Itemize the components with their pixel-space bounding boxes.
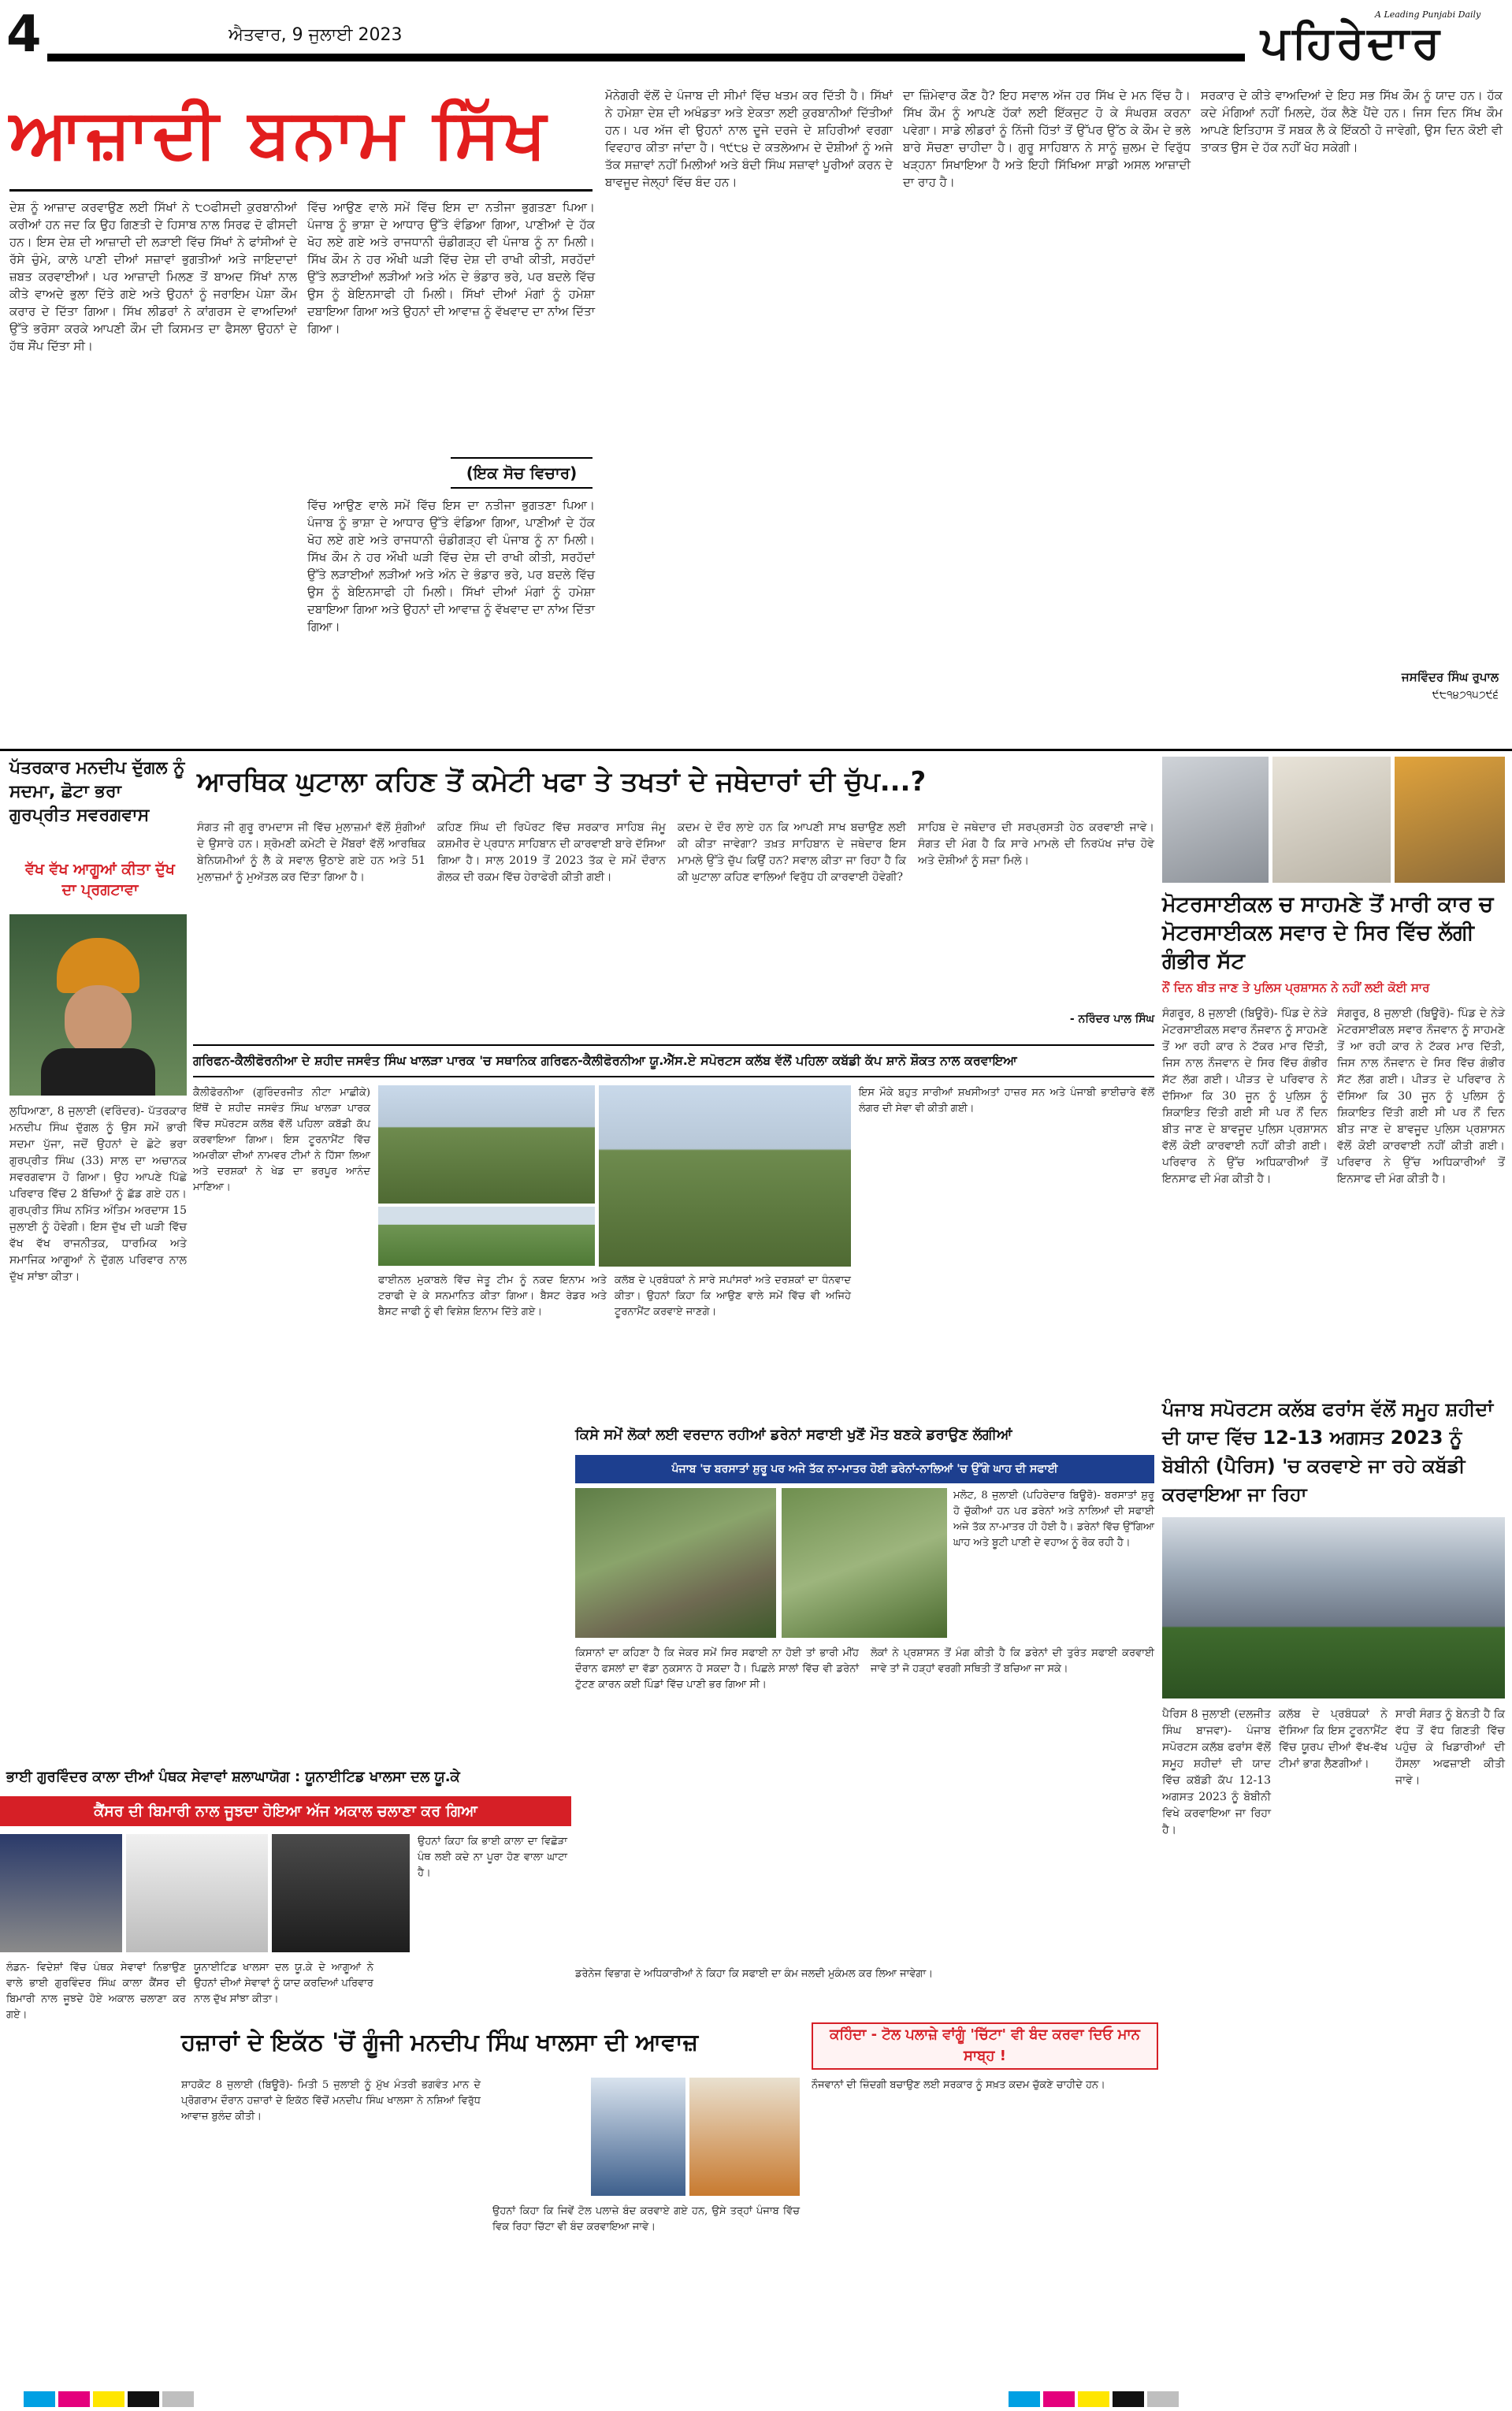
paris-col-1: ਪੈਰਿਸ 8 ਜੁਲਾਈ (ਦਲਜੀਤ ਸਿੰਘ ਬਾਜਵਾ)- ਪੰਜਾਬ ਸਪੋਰਟਸ ਕਲੱਬ ਫਰਾਂਸ ਵੱਲੋਂ ਸਮੂਹ ਸ਼ਹੀਦਾਂ ਦੀ ਯਾਦ ਵਿੱਚ ਕਬੱਡੀ ਕੱਪ 12-13 ਅਗਸਤ 2023 ਨੂੰ ਬੋਬੀਨੀ ਵਿਖੇ ਕਰਵਾਇਆ ਜਾ ਰਿਹਾ ਹੈ।: [1162, 1708, 1275, 1836]
kabaddi-guests-photo: [599, 1085, 851, 1267]
drain-col-1: ਮਲੋਟ, 8 ਜੁਲਾਈ (ਪਹਿਰੇਦਾਰ ਬਿਊਰੋ)- ਬਰਸਾਤਾਂ ਸ਼ੁਰੂ ਹੋ ਚੁੱਕੀਆਂ ਹਨ ਪਰ ਡਰੇਨਾਂ ਅਤੇ ਨਾਲਿਆਂ ਦੀ ਸਫਾਈ ਅਜੇ ਤੱਕ ਨਾ-ਮਾਤਰ ਹੀ ਹੋਈ ਹੈ। ਡਰੇਨਾਂ ਵਿੱਚ ਉੱਗਿਆ ਘਾਹ ਅਤੇ ਬੂਟੀ ਪਾਣੀ ਦੇ ਵਹਾਅ ਨੂੰ ਰੋਕ ਰਹੀ ਹੈ।: [953, 1490, 1158, 1549]
sewa-col-1: ਲੰਡਨ- ਵਿਦੇਸ਼ਾਂ ਵਿੱਚ ਪੰਥਕ ਸੇਵਾਵਾਂ ਨਿਭਾਉਣ ਵਾਲੇ ਭਾਈ ਗੁਰਵਿੰਦਰ ਸਿੰਘ ਕਾਲਾ ਕੈਂਸਰ ਦੀ ਬਿਮਾਰੀ ਨਾਲ ਜੂਝਦੇ ਹੋਏ ਅਕਾਲ ਚਲਾਣਾ ਕਰ ਗਏ।: [6, 1962, 190, 2021]
sewa-photo-elder: [0, 1834, 122, 1952]
masthead: [0, 0, 1512, 79]
kabaddi-col-2: ਫਾਈਨਲ ਮੁਕਾਬਲੇ ਵਿੱਚ ਜੇਤੂ ਟੀਮ ਨੂੰ ਨਕਦ ਇਨਾਮ ਅਤੇ ਟਰਾਫੀ ਦੇ ਕੇ ਸਨਮਾਨਿਤ ਕੀਤਾ ਗਿਆ। ਬੈਸਟ ਰੇਡਰ ਅਤੇ ਬੈਸਟ ਜਾਫੀ ਨੂੰ ਵੀ ਵਿਸ਼ੇਸ਼ ਇਨਾਮ ਦਿੱਤੇ ਗਏ।: [378, 1274, 611, 1318]
accident-headline: ਮੋਟਰਸਾਈਕਲ ਚ ਸਾਹਮਣੇ ਤੋਂ ਮਾਰੀ ਕਾਰ ਚ ਮੋਟਰਸਾਈਕਲ ਸਵਾਰ ਦੇ ਸਿਰ ਵਿੱਚ ਲੱਗੀ ਗੰਭੀਰ ਸੱਟ: [1162, 892, 1494, 973]
sewa-photo-speaker: [272, 1834, 410, 1952]
sewa-photo-man: [126, 1834, 268, 1952]
drain-col-4: ਡਰੇਨੇਜ ਵਿਭਾਗ ਦੇ ਅਧਿਕਾਰੀਆਂ ਨੇ ਕਿਹਾ ਕਿ ਸਫਾਈ ਦਾ ਕੰਮ ਜਲਦੀ ਮੁਕੰਮਲ ਕਰ ਲਿਆ ਜਾਵੇਗਾ।: [575, 1968, 934, 1980]
registration-swatch: [1078, 2391, 1109, 2407]
duggal-subhead: ਵੱਖ ਵੱਖ ਆਗੂਆਂ ਕੀਤਾ ਦੁੱਖ ਦਾ ਪ੍ਰਗਟਾਵਾ: [25, 861, 175, 899]
duggal-headline: ਪੱਤਰਕਾਰ ਮਨਦੀਪ ਦੁੱਗਲ ਨੂੰ ਸਦਮਾ, ਛੋਟਾ ਭਰਾ ਗੁਰਪ੍ਰੀਤ ਸਵਰਗਵਾਸ: [9, 758, 185, 825]
accident-body-2: ਸੰਗਰੂਰ, 8 ਜੁਲਾਈ (ਬਿਊਰੋ)- ਪਿੰਡ ਦੇ ਨੇੜੇ ਮੋਟਰਸਾਈਕਲ ਸਵਾਰ ਨੌਜਵਾਨ ਨੂੰ ਸਾਹਮਣੇ ਤੋਂ ਆ ਰਹੀ ਕਾਰ ਨੇ ਟੱਕਰ ਮਾਰ ਦਿੱਤੀ, ਜਿਸ ਨਾਲ ਨੌਜਵਾਨ ਦੇ ਸਿਰ ਵਿੱਚ ਗੰਭੀਰ ਸੱਟ ਲੱਗ ਗਈ। ਪੀੜਤ ਦੇ ਪਰਿਵਾਰ ਨੇ ਦੱਸਿਆ ਕਿ 30 ਜੂਨ ਨੂੰ ਪੁਲਿਸ ਨੂੰ ਸ਼ਿਕਾਇਤ ਦਿੱਤੀ ਗਈ ਸੀ ਪਰ ਨੌਂ ਦਿਨ ਬੀਤ ਜਾਣ ਦੇ ਬਾਵਜੂਦ ਪੁਲਿਸ ਪ੍ਰਸ਼ਾਸਨ ਵੱਲੋਂ ਕੋਈ ਕਾਰਵਾਈ ਨਹੀਂ ਕੀਤੀ ਗਈ। ਪਰਿਵਾਰ ਨੇ ਉੱਚ ਅਧਿਕਾਰੀਆਂ ਤੋਂ ਇਨਸਾਫ ਦੀ ਮੰਗ ਕੀਤੀ ਹੈ।: [1337, 1007, 1509, 1185]
lead-column-4: ਦਾ ਜ਼ਿੰਮੇਵਾਰ ਕੌਣ ਹੈ? ਇਹ ਸਵਾਲ ਅੱਜ ਹਰ ਸਿੱਖ ਦੇ ਮਨ ਵਿੱਚ ਹੈ। ਸਿੱਖ ਕੌਮ ਨੂੰ ਆਪਣੇ ਹੱਕਾਂ ਲਈ ਇੱਕਜੁਟ ਹੋ ਕੇ ਸੰਘਰਸ਼ ਕਰਨਾ ਪਵੇਗਾ। ਸਾਡੇ ਲੀਡਰਾਂ ਨੂੰ ਨਿੱਜੀ ਹਿੱਤਾਂ ਤੋਂ ਉੱਪਰ ਉੱਠ ਕੇ ਕੌਮ ਦੇ ਭਲੇ ਬਾਰੇ ਸੋਚਣਾ ਚਾਹੀਦਾ ਹੈ। ਗੁਰੂ ਸਾਹਿਬਾਨ ਨੇ ਸਾਨੂੰ ਜ਼ੁਲਮ ਦੇ ਵਿਰੁੱਧ ਖੜ੍ਹਨਾ ਸਿਖਾਇਆ ਹੈ ਅਤੇ ਇਹੀ ਸਿੱਖਿਆ ਸਾਡੀ ਅਸਲ ਆਜ਼ਾਦੀ ਦਾ ਰਾਹ ਹੈ।: [903, 88, 1194, 189]
lead-column-1: ਦੇਸ਼ ਨੂੰ ਆਜ਼ਾਦ ਕਰਵਾਉਣ ਲਈ ਸਿੱਖਾਂ ਨੇ ੮੦ਫੀਸਦੀ ਕੁਰਬਾਨੀਆਂ ਕਰੀਆਂ ਹਨ ਜਦ ਕਿ ਉਹ ਗਿਣਤੀ ਦੇ ਹਿਸਾਬ ਨਾਲ ਸਿਰਫ ਦੋ ਫੀਸਦੀ ਹਨ। ਇਸ ਦੇਸ਼ ਦੀ ਆਜ਼ਾਦੀ ਦੀ ਲੜਾਈ ਵਿੱਚ ਸਿੱਖਾਂ ਨੇ ਫਾਂਸੀਆਂ ਦੇ ਰੱਸੇ ਚੁੰਮੇ, ਕਾਲੇ ਪਾਣੀ ਦੀਆਂ ਸਜ਼ਾਵਾਂ ਭੁਗਤੀਆਂ ਅਤੇ ਜਾਇਦਾਦਾਂ ਜ਼ਬਤ ਕਰਵਾਈਆਂ। ਪਰ ਆਜ਼ਾਦੀ ਮਿਲਣ ਤੋਂ ਬਾਅਦ ਸਿੱਖਾਂ ਨਾਲ ਕੀਤੇ ਵਾਅਦੇ ਭੁਲਾ ਦਿੱਤੇ ਗਏ ਅਤੇ ਉਹਨਾਂ ਨੂੰ ਜਰਾਇਮ ਪੇਸ਼ਾ ਕੌਮ ਕਰਾਰ ਦੇ ਦਿੱਤਾ ਗਿਆ। ਸਿੱਖ ਲੀਡਰਾਂ ਨੇ ਕਾਂਗਰਸ ਦੇ ਵਾਅਦਿਆਂ ਉੱਤੇ ਭਰੋਸਾ ਕਰਕੇ ਆਪਣੀ ਕੌਮ ਦੀ ਕਿਸਮਤ ਦਾ ਫੈਸਲਾ ਉਹਨਾਂ ਦੇ ਹੱਥ ਸੌਂਪ ਦਿੱਤਾ ਸੀ।: [9, 200, 301, 353]
lead-author-phone: ੯੮੧੪੭੧੫੭੯੬: [1432, 689, 1499, 701]
accident-photo-hospital: [1395, 757, 1505, 883]
paris-crowd-photo: [1162, 1517, 1505, 1698]
drain-col-3: ਲੋਕਾਂ ਨੇ ਪ੍ਰਸ਼ਾਸਨ ਤੋਂ ਮੰਗ ਕੀਤੀ ਹੈ ਕਿ ਡਰੇਨਾਂ ਦੀ ਤੁਰੰਤ ਸਫਾਈ ਕਰਵਾਈ ਜਾਵੇ ਤਾਂ ਜੋ ਹੜ੍ਹਾਂ ਵਰਗੀ ਸਥਿਤੀ ਤੋਂ ਬਚਿਆ ਜਾ ਸਕੇ।: [871, 1647, 1158, 1675]
mandeep-headline: ਹਜ਼ਾਰਾਂ ਦੇ ਇਕੱਠ 'ਚੋਂ ਗੂੰਜੀ ਮਨਦੀਪ ਸਿੰਘ ਖਾਲਸਾ ਦੀ ਆਵਾਜ਼: [181, 2029, 699, 2056]
issue-date: ਐਤਵਾਰ, 9 ਜੁਲਾਈ 2023: [228, 25, 403, 45]
kabaddi-col-3: ਕਲੱਬ ਦੇ ਪ੍ਰਬੰਧਕਾਂ ਨੇ ਸਾਰੇ ਸਪਾਂਸਰਾਂ ਅਤੇ ਦਰਸ਼ਕਾਂ ਦਾ ਧੰਨਵਾਦ ਕੀਤਾ। ਉਹਨਾਂ ਕਿਹਾ ਕਿ ਆਉਣ ਵਾਲੇ ਸਮੇਂ ਵਿੱਚ ਵੀ ਅਜਿਹੇ ਟੂਰਨਾਮੈਂਟ ਕਰਵਾਏ ਜਾਣਗੇ।: [615, 1274, 855, 1318]
lead-story: [9, 87, 1506, 741]
mandeep-col-2: ਉਹਨਾਂ ਕਿਹਾ ਕਿ ਜਿਵੇਂ ਟੋਲ ਪਲਾਜ਼ੇ ਬੰਦ ਕਰਵਾਏ ਗਏ ਹਨ, ਉਸੇ ਤਰ੍ਹਾਂ ਪੰਜਾਬ ਵਿੱਚ ਵਿਕ ਰਿਹਾ ਚਿੱਟਾ ਵੀ ਬੰਦ ਕਰਵਾਇਆ ਜਾਵੇ।: [492, 2205, 804, 2233]
kabaddi-col-1: ਕੈਲੀਫੋਰਨੀਆ (ਗੁਰਿੰਦਰਜੀਤ ਨੀਟਾ ਮਾਛੀਕੇ) ਇੱਥੋਂ ਦੇ ਸ਼ਹੀਦ ਜਸਵੰਤ ਸਿੰਘ ਖਾਲੜਾ ਪਾਰਕ ਵਿੱਚ ਸਪੋਰਟਸ ਕਲੱਬ ਵੱਲੋਂ ਪਹਿਲਾ ਕਬੱਡੀ ਕੱਪ ਕਰਵਾਇਆ ਗਿਆ। ਇਸ ਟੂਰਨਾਮੈਂਟ ਵਿੱਚ ਅਮਰੀਕਾ ਦੀਆਂ ਨਾਮਵਰ ਟੀਮਾਂ ਨੇ ਹਿੱਸਾ ਲਿਆ ਅਤੇ ਦਰਸ਼ਕਾਂ ਨੇ ਖੇਡ ਦਾ ਭਰਪੂਰ ਆਨੰਦ ਮਾਣਿਆ।: [193, 1087, 374, 1193]
kabaddi-story: [193, 1044, 1158, 1415]
drain-photo-1: [575, 1488, 776, 1638]
mandeep-quote: ਕਹਿੰਦਾ - ਟੋਲ ਪਲਾਜ਼ੇ ਵਾਂਗੂੰ 'ਚਿੱਟਾ' ਵੀ ਬੰਦ ਕਰਵਾ ਦਿਓ ਮਾਨ ਸਾਬ੍ਹ !: [812, 2022, 1158, 2070]
registration-swatch: [24, 2391, 55, 2407]
drain-headline: ਕਿਸੇ ਸਮੇਂ ਲੋਕਾਂ ਲਈ ਵਰਦਾਨ ਰਹੀਆਂ ਡਰੇਨਾਂ ਸਫਾਈ ਖੁਣੋਂ ਮੌਤ ਬਣਕੇ ਡਰਾਉਣ ਲੱਗੀਆਂ: [575, 1427, 1012, 1443]
scam-col-2: ਕਹਿਣ ਸਿੰਘ ਦੀ ਰਿਪੋਰਟ ਵਿੱਚ ਸਰਕਾਰ ਸਾਹਿਬ ਜੰਮੂ ਕਸ਼ਮੀਰ ਦੇ ਪ੍ਰਧਾਨ ਸਾਹਿਬਾਨ ਦੀ ਕਾਰਵਾਈ ਬਾਰੇ ਦੱਸਿਆ ਗਿਆ ਹੈ। ਸਾਲ 2019 ਤੋਂ 2023 ਤੱਕ ਦੇ ਸਮੇਂ ਦੌਰਾਨ ਗੋਲਕ ਦੀ ਰਕਮ ਵਿੱਚ ਹੇਰਾਫੇਰੀ ਕੀਤੀ ਗਈ।: [437, 821, 670, 884]
accident-photo-patient: [1272, 757, 1391, 883]
registration-swatch: [93, 2391, 124, 2407]
page-number: 4: [6, 6, 42, 64]
color-registration-bar: [0, 2388, 1512, 2411]
duggal-body: ਲੁਧਿਆਣਾ, 8 ਜੁਲਾਈ (ਵਰਿੰਦਰ)- ਪੱਤਰਕਾਰ ਮਨਦੀਪ ਸਿੰਘ ਦੁੱਗਲ ਨੂੰ ਉਸ ਸਮੇਂ ਭਾਰੀ ਸਦਮਾ ਪੁੱਜਾ, ਜਦੋਂ ਉਹਨਾਂ ਦੇ ਛੋਟੇ ਭਰਾ ਗੁਰਪ੍ਰੀਤ ਸਿੰਘ (33) ਸਾਲ ਦਾ ਅਚਾਨਕ ਸਵਰਗਵਾਸ ਹੋ ਗਿਆ। ਉਹ ਆਪਣੇ ਪਿੱਛੇ ਪਰਿਵਾਰ ਵਿੱਚ 2 ਬੱਚਿਆਂ ਨੂੰ ਛੱਡ ਗਏ ਹਨ। ਗੁਰਪ੍ਰੀਤ ਸਿੰਘ ਨਮਿੱਤ ਅੰਤਿਮ ਅਰਦਾਸ 15 ਜੁਲਾਈ ਨੂੰ ਹੋਵੇਗੀ। ਇਸ ਦੁੱਖ ਦੀ ਘੜੀ ਵਿੱਚ ਵੱਖ ਵੱਖ ਰਾਜਨੀਤਕ, ਧਾਰਮਿਕ ਅਤੇ ਸਮਾਜਿਕ ਆਗੂਆਂ ਨੇ ਦੁੱਗਲ ਪਰਿਵਾਰ ਨਾਲ ਦੁੱਖ ਸਾਂਝਾ ਕੀਤਾ।: [9, 1105, 191, 1283]
lead-column-5: ਸਰਕਾਰ ਦੇ ਕੀਤੇ ਵਾਅਦਿਆਂ ਦੇ ਇਹ ਸਭ ਸਿੱਖ ਕੌਮ ਨੂੰ ਯਾਦ ਹਨ। ਹੱਕ ਕਦੇ ਮੰਗਿਆਂ ਨਹੀਂ ਮਿਲਦੇ, ਹੱਕ ਲੈਣੇ ਪੈਂਦੇ ਹਨ। ਜਿਸ ਦਿਨ ਸਿੱਖ ਕੌਮ ਆਪਣੇ ਇਤਿਹਾਸ ਤੋਂ ਸਬਕ ਲੈ ਕੇ ਇੱਕਠੀ ਹੋ ਜਾਵੇਗੀ, ਉਸ ਦਿਨ ਕੋਈ ਵੀ ਤਾਕਤ ਉਸ ਦੇ ਹੱਕ ਨਹੀਂ ਖੋਹ ਸਕੇਗੀ।: [1201, 88, 1506, 154]
sewa-col-3: ਉਹਨਾਂ ਕਿਹਾ ਕਿ ਭਾਈ ਕਾਲਾ ਦਾ ਵਿਛੋੜਾ ਪੰਥ ਲਈ ਕਦੇ ਨਾ ਪੂਰਾ ਹੋਣ ਵਾਲਾ ਘਾਟਾ ਹੈ।: [418, 1836, 571, 1879]
lead-author: ਜਸਵਿੰਦਰ ਸਿੰਘ ਰੁਪਾਲ: [1401, 670, 1499, 684]
sewa-headline: ਭਾਈ ਗੁਰਵਿੰਦਰ ਕਾਲਾ ਦੀਆਂ ਪੰਥਕ ਸੇਵਾਵਾਂ ਸ਼ਲਾਘਾਯੋਗ : ਯੂਨਾਈਟਿਡ ਖਾਲਸਾ ਦਲ ਯੂ.ਕੇ: [6, 1769, 460, 1785]
paper-name-logo: ਪਹਿਰੇਦਾਰ: [1261, 17, 1443, 69]
accident-subhead: ਨੌਂ ਦਿਨ ਬੀਤ ਜਾਣ ਤੇ ਪੁਲਿਸ ਪ੍ਰਸ਼ਾਸਨ ਨੇ ਨਹੀਂ ਲਈ ਕੋਈ ਸਾਰ: [1162, 980, 1430, 995]
registration-swatch: [1043, 2391, 1075, 2407]
duggal-portrait: [9, 914, 187, 1096]
kabaddi-group-photo: [378, 1085, 595, 1204]
paris-col-2: ਕਲੱਬ ਦੇ ਪ੍ਰਬੰਧਕਾਂ ਨੇ ਦੱਸਿਆ ਕਿ ਇਸ ਟੂਰਨਾਮੈਂਟ ਵਿੱਚ ਯੂਰਪ ਦੀਆਂ ਵੱਖ-ਵੱਖ ਟੀਮਾਂ ਭਾਗ ਲੈਣਗੀਆਂ।: [1279, 1708, 1391, 1770]
accident-body-1: ਸੰਗਰੂਰ, 8 ਜੁਲਾਈ (ਬਿਊਰੋ)- ਪਿੰਡ ਦੇ ਨੇੜੇ ਮੋਟਰਸਾਈਕਲ ਸਵਾਰ ਨੌਜਵਾਨ ਨੂੰ ਸਾਹਮਣੇ ਤੋਂ ਆ ਰਹੀ ਕਾਰ ਨੇ ਟੱਕਰ ਮਾਰ ਦਿੱਤੀ, ਜਿਸ ਨਾਲ ਨੌਜਵਾਨ ਦੇ ਸਿਰ ਵਿੱਚ ਗੰਭੀਰ ਸੱਟ ਲੱਗ ਗਈ। ਪੀੜਤ ਦੇ ਪਰਿਵਾਰ ਨੇ ਦੱਸਿਆ ਕਿ 30 ਜੂਨ ਨੂੰ ਪੁਲਿਸ ਨੂੰ ਸ਼ਿਕਾਇਤ ਦਿੱਤੀ ਗਈ ਸੀ ਪਰ ਨੌਂ ਦਿਨ ਬੀਤ ਜਾਣ ਦੇ ਬਾਵਜੂਦ ਪੁਲਿਸ ਪ੍ਰਸ਼ਾਸਨ ਵੱਲੋਂ ਕੋਈ ਕਾਰਵਾਈ ਨਹੀਂ ਕੀਤੀ ਗਈ। ਪਰਿਵਾਰ ਨੇ ਉੱਚ ਅਧਿਕਾਰੀਆਂ ਤੋਂ ਇਨਸਾਫ ਦੀ ਮੰਗ ਕੀਤੀ ਹੈ।: [1162, 1007, 1332, 1185]
kabaddi-match-photo: [378, 1207, 595, 1266]
registration-swatch: [1009, 2391, 1040, 2407]
mandeep-col-3: ਨੌਜਵਾਨਾਂ ਦੀ ਜ਼ਿੰਦਗੀ ਬਚਾਉਣ ਲਈ ਸਰਕਾਰ ਨੂੰ ਸਖ਼ਤ ਕਦਮ ਚੁੱਕਣੇ ਚਾਹੀਦੇ ਹਨ।: [812, 2079, 1105, 2091]
mandeep-photo-elder: [689, 2078, 800, 2196]
accident-story: [1162, 757, 1509, 1387]
paris-headline: ਪੰਜਾਬ ਸਪੋਰਟਸ ਕਲੱਬ ਫਰਾਂਸ ਵੱਲੋਂ ਸਮੂਹ ਸ਼ਹੀਦਾਂ ਦੀ ਯਾਦ ਵਿੱਚ 12-13 ਅਗਸਤ 2023 ਨੂੰ ਬੋਬੀਨੀ (ਪੈਰਿਸ) 'ਚ ਕਰਵਾਏ ਜਾ ਰਹੇ ਕਬੱਡੀ ਕਰਵਾਇਆ ਜਾ ਰਿਹਾ: [1162, 1398, 1494, 1505]
paper-tagline: A Leading Punjabi Daily: [1375, 9, 1481, 20]
lead-column-3: ਮੋਨੇਗਰੀ ਵੱਲੋਂ ਦੇ ਪੰਜਾਬ ਦੀ ਸੀਮਾਂ ਵਿੱਚ ਖਤਮ ਕਰ ਦਿੱਤੀ ਹੈ। ਸਿੱਖਾਂ ਨੇ ਹਮੇਸ਼ਾ ਦੇਸ਼ ਦੀ ਅਖੰਡਤਾ ਅਤੇ ਏਕਤਾ ਲਈ ਕੁਰਬਾਨੀਆਂ ਦਿੱਤੀਆਂ ਹਨ। ਪਰ ਅੱਜ ਵੀ ਉਹਨਾਂ ਨਾਲ ਦੂਜੇ ਦਰਜੇ ਦੇ ਸ਼ਹਿਰੀਆਂ ਵਰਗਾ ਵਿਵਹਾਰ ਕੀਤਾ ਜਾਂਦਾ ਹੈ। ੧੯੮੪ ਦੇ ਕਤਲੇਆਮ ਦੇ ਦੋਸ਼ੀਆਂ ਨੂੰ ਅਜੇ ਤੱਕ ਸਜ਼ਾਵਾਂ ਨਹੀਂ ਮਿਲੀਆਂ ਅਤੇ ਬੰਦੀ ਸਿੰਘ ਸਜ਼ਾਵਾਂ ਪੂਰੀਆਂ ਕਰਨ ਦੇ ਬਾਵਜੂਦ ਜੇਲ੍ਹਾਂ ਵਿੱਚ ਬੰਦ ਹਨ।: [605, 88, 897, 189]
mandeep-col-1: ਸ਼ਾਹਕੋਟ 8 ਜੁਲਾਈ (ਬਿਊਰੋ)- ਮਿਤੀ 5 ਜੁਲਾਈ ਨੂੰ ਮੁੱਖ ਮੰਤਰੀ ਭਗਵੰਤ ਮਾਨ ਦੇ ਪ੍ਰੋਗਰਾਮ ਦੌਰਾਨ ਹਜ਼ਾਰਾਂ ਦੇ ਇਕੱਠ ਵਿੱਚੋਂ ਮਨਦੀਪ ਸਿੰਘ ਖਾਲਸਾ ਨੇ ਨਸ਼ਿਆਂ ਵਿਰੁੱਧ ਆਵਾਜ਼ ਬੁਲੰਦ ਕੀਤੀ।: [181, 2079, 485, 2123]
lead-column-2: ਵਿੱਚ ਆਉਣ ਵਾਲੇ ਸਮੇਂ ਵਿੱਚ ਇਸ ਦਾ ਨਤੀਜਾ ਭੁਗਤਣਾ ਪਿਆ। ਪੰਜਾਬ ਨੂੰ ਭਾਸ਼ਾ ਦੇ ਆਧਾਰ ਉੱਤੇ ਵੰਡਿਆ ਗਿਆ, ਪਾਣੀਆਂ ਦੇ ਹੱਕ ਖੋਹ ਲਏ ਗਏ ਅਤੇ ਰਾਜਧਾਨੀ ਚੰਡੀਗੜ੍ਹ ਵੀ ਪੰਜਾਬ ਨੂੰ ਨਾ ਮਿਲੀ। ਸਿੱਖ ਕੌਮ ਨੇ ਹਰ ਔਖੀ ਘੜੀ ਵਿੱਚ ਦੇਸ਼ ਦੀ ਰਾਖੀ ਕੀਤੀ, ਸਰਹੱਦਾਂ ਉੱਤੇ ਲੜਾਈਆਂ ਲੜੀਆਂ ਅਤੇ ਅੰਨ ਦੇ ਭੰਡਾਰ ਭਰੇ, ਪਰ ਬਦਲੇ ਵਿੱਚ ਉਸ ਨੂੰ ਬੇਇਨਸਾਫੀ ਹੀ ਮਿਲੀ। ਸਿੱਖਾਂ ਦੀਆਂ ਮੰਗਾਂ ਨੂੰ ਹਮੇਸ਼ਾ ਦਬਾਇਆ ਗਿਆ ਅਤੇ ਉਹਨਾਂ ਦੀ ਆਵਾਜ਼ ਨੂੰ ਵੱਖਵਾਦ ਦਾ ਨਾਂਅ ਦਿੱਤਾ ਗਿਆ।: [307, 200, 599, 336]
lead-headline: ਆਜ਼ਾਦੀ ਬਨਾਮ ਸਿੱਖ: [9, 95, 550, 173]
scam-col-1: ਸੰਗਤ ਜੀ ਗੁਰੂ ਰਾਮਦਾਸ ਜੀ ਵਿੱਚ ਮੁਲਾਜ਼ਮਾਂ ਵੱਲੋਂ ਸੁੰਗੀਆਂ ਦੇ ਉਸਾਰੇ ਹਨ। ਸ਼੍ਰੋਮਣੀ ਕਮੇਟੀ ਦੇ ਮੈਂਬਰਾਂ ਵੱਲੋਂ ਆਰਥਿਕ ਬੇਨਿਯਮੀਆਂ ਨੂੰ ਲੈ ਕੇ ਸਵਾਲ ਉਠਾਏ ਗਏ ਹਨ ਅਤੇ 51 ਮੁਲਾਜ਼ਮਾਂ ਨੂੰ ਮੁਅੱਤਲ ਕਰ ਦਿੱਤਾ ਗਿਆ ਹੈ।: [197, 821, 429, 884]
duggal-story: [9, 757, 191, 1758]
scam-col-4: ਸਾਹਿਬ ਦੇ ਜਥੇਦਾਰ ਦੀ ਸਰਪ੍ਰਸਤੀ ਹੇਠ ਕਰਵਾਈ ਜਾਵੇ। ਸੰਗਤ ਦੀ ਮੰਗ ਹੈ ਕਿ ਸਾਰੇ ਮਾਮਲੇ ਦੀ ਨਿਰਪੱਖ ਜਾਂਚ ਹੋਵੇ ਅਤੇ ਦੋਸ਼ੀਆਂ ਨੂੰ ਸਜ਼ਾ ਮਿਲੇ।: [918, 821, 1158, 867]
registration-swatch: [1147, 2391, 1179, 2407]
registration-swatch: [58, 2391, 90, 2407]
registration-swatch: [128, 2391, 159, 2407]
scam-story: [197, 757, 1158, 1036]
scam-byline: - ਨਰਿੰਦਰ ਪਾਲ ਸਿੰਘ: [1069, 1013, 1154, 1025]
drain-photo-2: [782, 1488, 947, 1638]
scam-headline: ਆਰਥਿਕ ਘੁਟਾਲਾ ਕਹਿਣ ਤੋਂ ਕਮੇਟੀ ਖਫਾ ਤੇ ਤਖਤਾਂ ਦੇ ਜਥੇਦਾਰਾਂ ਦੀ ਚੁੱਪ...?: [197, 766, 927, 798]
sewa-subhead: ਕੈਂਸਰ ਦੀ ਬਿਮਾਰੀ ਨਾਲ ਜੂਝਦਾ ਹੋਇਆ ਅੱਜ ਅਕਾਲ ਚਲਾਣਾ ਕਰ ਗਿਆ: [0, 1796, 571, 1826]
paris-col-3: ਸਾਰੀ ਸੰਗਤ ਨੂੰ ਬੇਨਤੀ ਹੈ ਕਿ ਵੱਧ ਤੋਂ ਵੱਧ ਗਿਣਤੀ ਵਿੱਚ ਪਹੁੰਚ ਕੇ ਖਿਡਾਰੀਆਂ ਦੀ ਹੌਸਲਾ ਅਫਜ਼ਾਈ ਕੀਤੀ ਜਾਵੇ।: [1395, 1708, 1509, 1787]
lead-column-2b: ਵਿੱਚ ਆਉਣ ਵਾਲੇ ਸਮੇਂ ਵਿੱਚ ਇਸ ਦਾ ਨਤੀਜਾ ਭੁਗਤਣਾ ਪਿਆ। ਪੰਜਾਬ ਨੂੰ ਭਾਸ਼ਾ ਦੇ ਆਧਾਰ ਉੱਤੇ ਵੰਡਿਆ ਗਿਆ, ਪਾਣੀਆਂ ਦੇ ਹੱਕ ਖੋਹ ਲਏ ਗਏ ਅਤੇ ਰਾਜਧਾਨੀ ਚੰਡੀਗੜ੍ਹ ਵੀ ਪੰਜਾਬ ਨੂੰ ਨਾ ਮਿਲੀ। ਸਿੱਖ ਕੌਮ ਨੇ ਹਰ ਔਖੀ ਘੜੀ ਵਿੱਚ ਦੇਸ਼ ਦੀ ਰਾਖੀ ਕੀਤੀ, ਸਰਹੱਦਾਂ ਉੱਤੇ ਲੜਾਈਆਂ ਲੜੀਆਂ ਅਤੇ ਅੰਨ ਦੇ ਭੰਡਾਰ ਭਰੇ, ਪਰ ਬਦਲੇ ਵਿੱਚ ਉਸ ਨੂੰ ਬੇਇਨਸਾਫੀ ਹੀ ਮਿਲੀ। ਸਿੱਖਾਂ ਦੀਆਂ ਮੰਗਾਂ ਨੂੰ ਹਮੇਸ਼ਾ ਦਬਾਇਆ ਗਿਆ ਅਤੇ ਉਹਨਾਂ ਦੀ ਆਵਾਜ਼ ਨੂੰ ਵੱਖਵਾਦ ਦਾ ਨਾਂਅ ਦਿੱਤਾ ਗਿਆ।: [307, 498, 599, 634]
sewa-col-2: ਯੂਨਾਈਟਿਡ ਖਾਲਸਾ ਦਲ ਯੂ.ਕੇ ਦੇ ਆਗੂਆਂ ਨੇ ਉਹਨਾਂ ਦੀਆਂ ਸੇਵਾਵਾਂ ਨੂੰ ਯਾਦ ਕਰਦਿਆਂ ਪਰਿਵਾਰ ਨਾਲ ਦੁੱਖ ਸਾਂਝਾ ਕੀਤਾ।: [194, 1962, 377, 2005]
mandeep-photo-khalsa: [591, 2078, 685, 2196]
accident-photo-bike: [1162, 757, 1269, 883]
kabaddi-col-4: ਇਸ ਮੌਕੇ ਬਹੁਤ ਸਾਰੀਆਂ ਸ਼ਖਸੀਅਤਾਂ ਹਾਜ਼ਰ ਸਨ ਅਤੇ ਪੰਜਾਬੀ ਭਾਈਚਾਰੇ ਵੱਲੋਂ ਲੰਗਰ ਦੀ ਸੇਵਾ ਵੀ ਕੀਤੀ ਗਈ।: [859, 1087, 1158, 1114]
scam-col-3: ਕਦਮ ਦੇ ਦੌਰ ਲਾਏ ਹਨ ਕਿ ਆਪਣੀ ਸਾਖ ਬਚਾਉਣ ਲਈ ਕੀ ਕੀਤਾ ਜਾਵੇਗਾ? ਤਖ਼ਤ ਸਾਹਿਬਾਨ ਦੇ ਜਥੇਦਾਰ ਇਸ ਮਾਮਲੇ ਉੱਤੇ ਚੁੱਪ ਕਿਉਂ ਹਨ? ਸਵਾਲ ਕੀਤਾ ਜਾ ਰਿਹਾ ਹੈ ਕਿ ਕੀ ਘੁਟਾਲਾ ਕਹਿਣ ਵਾਲਿਆਂ ਵਿਰੁੱਧ ਹੀ ਕਾਰਵਾਈ ਹੋਵੇਗੀ?: [678, 821, 910, 884]
lead-kicker: (ਇਕ ਸੋਚ ਵਿਚਾਰ): [451, 457, 593, 489]
paris-story: [1162, 1395, 1509, 2380]
registration-swatch: [162, 2391, 194, 2407]
registration-swatch: [1113, 2391, 1144, 2407]
drain-subhead: ਪੰਜਾਬ 'ਚ ਬਰਸਾਤਾਂ ਸ਼ੁਰੂ ਪਰ ਅਜੇ ਤੱਕ ਨਾ-ਮਾਤਰ ਹੋਈ ਡਰੇਨਾਂ-ਨਾਲਿਆਂ 'ਚ ਉੱਗੇ ਘਾਹ ਦੀ ਸਫਾਈ: [575, 1455, 1154, 1483]
kabaddi-headline: ਗਰਿਫਨ-ਕੈਲੀਫੋਰਨੀਆ ਦੇ ਸ਼ਹੀਦ ਜਸਵੰਤ ਸਿੰਘ ਖਾਲੜਾ ਪਾਰਕ 'ਚ ਸਥਾਨਿਕ ਗਰਿਫਨ-ਕੈਲੀਫੋਰਨੀਆ ਯੂ.ਐੱਸ.ਏ ਸਪੋਰਟਸ ਕਲੱਬ ਵੱਲੋਂ ਪਹਿਲਾ ਕਬੱਡੀ ਕੱਪ ਸ਼ਾਨੋ ਸ਼ੌਕਤ ਨਾਲ ਕਰਵਾਇਆ: [193, 1044, 1154, 1077]
mandeep-story: [181, 2018, 1158, 2380]
drain-col-2: ਕਿਸਾਨਾਂ ਦਾ ਕਹਿਣਾ ਹੈ ਕਿ ਜੇਕਰ ਸਮੇਂ ਸਿਰ ਸਫਾਈ ਨਾ ਹੋਈ ਤਾਂ ਭਾਰੀ ਮੀਂਹ ਦੌਰਾਨ ਫਸਲਾਂ ਦਾ ਵੱਡਾ ਨੁਕਸਾਨ ਹੋ ਸਕਦਾ ਹੈ। ਪਿਛਲੇ ਸਾਲਾਂ ਵਿੱਚ ਵੀ ਡਰੇਨਾਂ ਟੁੱਟਣ ਕਾਰਨ ਕਈ ਪਿੰਡਾਂ ਵਿੱਚ ਪਾਣੀ ਭਰ ਗਿਆ ਸੀ।: [575, 1647, 863, 1691]
